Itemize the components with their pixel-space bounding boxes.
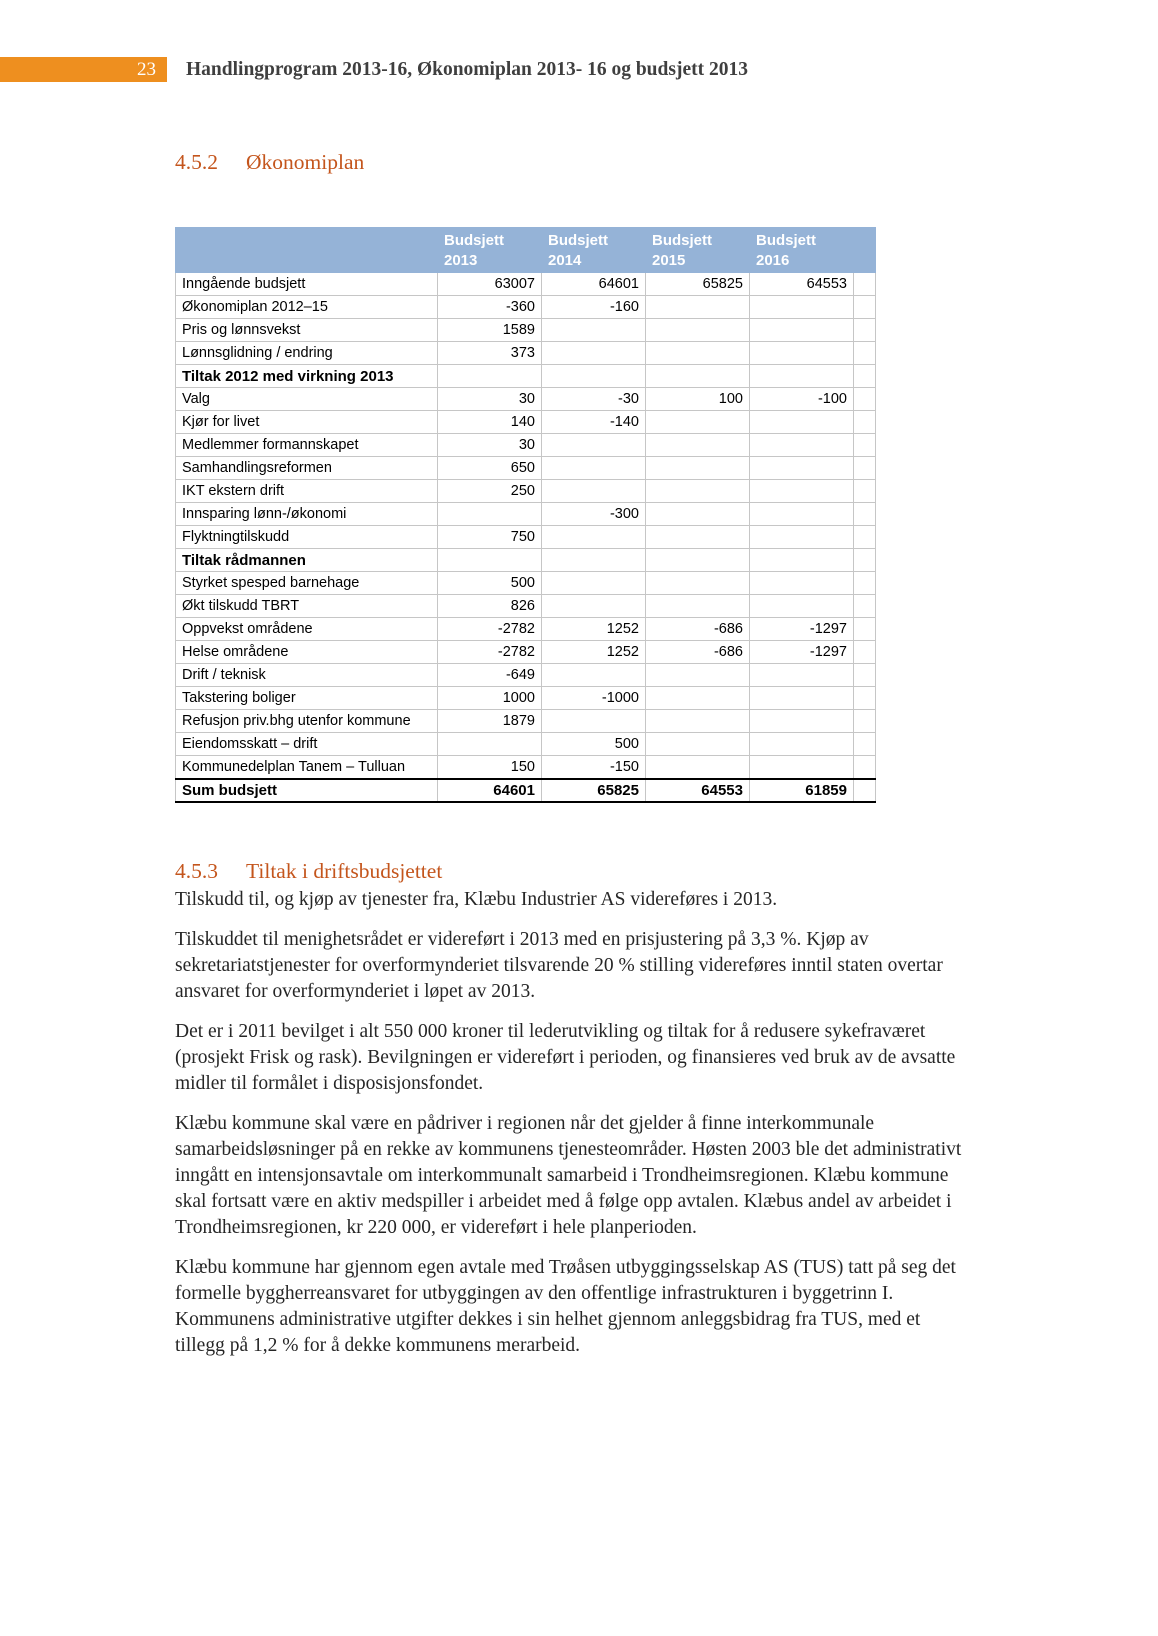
row-value <box>646 526 750 549</box>
row-value <box>646 503 750 526</box>
paragraph: Tilskudd til, og kjøp av tjenester fra, Klæbu Industrier AS videreføres i 2013. <box>175 888 778 910</box>
row-value <box>750 687 854 710</box>
row-value <box>750 457 854 480</box>
row-value <box>542 319 646 342</box>
row-value <box>438 549 542 572</box>
row-value <box>646 549 750 572</box>
row-value: 1252 <box>542 618 646 641</box>
table-row <box>176 342 876 365</box>
table-row <box>176 664 876 687</box>
row-value <box>438 503 542 526</box>
row-tail <box>854 549 876 572</box>
row-value: 1000 <box>438 687 542 710</box>
row-value: 65825 <box>542 779 646 802</box>
row-value <box>750 572 854 595</box>
row-label: Økt tilskudd TBRT <box>176 595 438 618</box>
column-header: Budsjett 2014 <box>542 228 646 273</box>
section-title: Økonomiplan <box>246 150 365 174</box>
row-tail <box>854 664 876 687</box>
table-row <box>176 618 876 641</box>
row-value <box>646 756 750 779</box>
table-row <box>176 779 876 802</box>
row-value <box>750 480 854 503</box>
page-number: 23 <box>137 58 156 80</box>
body-paragraphs <box>175 887 965 1359</box>
row-value <box>646 595 750 618</box>
paragraph: Klæbu kommune har gjennom egen avtale med Trøåsen utbyggingsselskap AS (TUS) tatt på seg det formelle byggherreansvaret for utbyggingen av den offentlige infrastrukturen i byggetrinn I. Kommunens administrative utgifter dekkes i sin helhet gjennom anleggsbidrag fra TUS, med et tillegg på 1,2 % for å dekke kommunens merarbeid. <box>175 1256 956 1356</box>
column-header: Budsjett 2015 <box>646 228 750 273</box>
table-row <box>176 733 876 756</box>
row-value: -2782 <box>438 618 542 641</box>
table-row <box>176 296 876 319</box>
row-value: 64601 <box>438 779 542 802</box>
row-label: Valg <box>176 388 438 411</box>
row-value: -1000 <box>542 687 646 710</box>
row-tail <box>854 526 876 549</box>
row-value: -1297 <box>750 641 854 664</box>
header-title: Handlingprogram 2013-16, Økonomiplan 2013- 16 og budsjett 2013 <box>186 58 748 80</box>
row-value: -360 <box>438 296 542 319</box>
row-label: Tiltak rådmannen <box>176 549 438 572</box>
table-row <box>176 480 876 503</box>
row-value <box>542 457 646 480</box>
row-value <box>646 572 750 595</box>
row-value <box>542 549 646 572</box>
row-label: Sum budsjett <box>176 779 438 802</box>
row-value <box>750 365 854 388</box>
section-number: 4.5.2 <box>175 150 218 174</box>
row-value: 63007 <box>438 273 542 296</box>
row-label: Oppvekst områdene <box>176 618 438 641</box>
table-row <box>176 388 876 411</box>
row-tail <box>854 572 876 595</box>
table-row <box>176 572 876 595</box>
row-value: -649 <box>438 664 542 687</box>
row-tail <box>854 503 876 526</box>
row-label: Kjør for livet <box>176 411 438 434</box>
paragraph: Klæbu kommune skal være en pådriver i regionen når det gjelder å finne interkommunale samarbeidsløsninger på en rekke av kommunens tjenesteområder. Høsten 2003 ble det administrativt inngått en intensjonsavtale om interkommunalt samarbeid i Trondheimsregionen. Klæbu kommune skal fortsatt være en aktiv medspiller i arbeidet med å følge opp avtalen. Klæbus andel av arbeidet i Trondheimsregionen, kr 220 000, er videreført i hele planperioden. <box>175 1112 962 1238</box>
row-value: -100 <box>750 388 854 411</box>
row-value <box>646 319 750 342</box>
row-value <box>646 342 750 365</box>
row-label: Pris og lønnsvekst <box>176 319 438 342</box>
row-tail <box>854 342 876 365</box>
row-tail <box>854 411 876 434</box>
row-tail <box>854 480 876 503</box>
row-value: 500 <box>542 733 646 756</box>
row-value <box>646 434 750 457</box>
row-label: Lønnsglidning / endring <box>176 342 438 365</box>
row-value: 30 <box>438 434 542 457</box>
row-label: Takstering boliger <box>176 687 438 710</box>
row-value: -2782 <box>438 641 542 664</box>
row-label: Refusjon priv.bhg utenfor kommune <box>176 710 438 733</box>
row-value: 64553 <box>750 273 854 296</box>
row-tail <box>854 273 876 296</box>
row-tail <box>854 595 876 618</box>
row-tail <box>854 641 876 664</box>
row-value <box>750 503 854 526</box>
section-heading-453 <box>175 859 965 884</box>
row-value <box>646 457 750 480</box>
row-value <box>750 434 854 457</box>
row-value: 150 <box>438 756 542 779</box>
row-value <box>542 572 646 595</box>
row-value: 826 <box>438 595 542 618</box>
row-value <box>750 549 854 572</box>
row-tail <box>854 434 876 457</box>
row-value: 64601 <box>542 273 646 296</box>
row-value: 140 <box>438 411 542 434</box>
row-value <box>646 687 750 710</box>
row-value: -30 <box>542 388 646 411</box>
row-value <box>750 710 854 733</box>
row-value: 100 <box>646 388 750 411</box>
table-row <box>176 595 876 618</box>
row-label: Styrket spesped barnehage <box>176 572 438 595</box>
row-label: Innsparing lønn-/økonomi <box>176 503 438 526</box>
page-number-badge <box>0 57 167 82</box>
row-value <box>438 733 542 756</box>
row-label: Medlemmer formannskapet <box>176 434 438 457</box>
row-value: 750 <box>438 526 542 549</box>
row-value <box>646 733 750 756</box>
row-tail <box>854 457 876 480</box>
budget-table-head <box>176 228 876 273</box>
row-value <box>750 296 854 319</box>
row-value <box>542 365 646 388</box>
row-tail <box>854 779 876 802</box>
row-value: -300 <box>542 503 646 526</box>
row-value <box>750 411 854 434</box>
content <box>175 150 965 1359</box>
row-value <box>750 319 854 342</box>
row-tail <box>854 388 876 411</box>
row-label: Flyktningtilskudd <box>176 526 438 549</box>
row-value <box>750 733 854 756</box>
table-row <box>176 756 876 779</box>
row-value: -686 <box>646 618 750 641</box>
row-tail <box>854 365 876 388</box>
section-number: 4.5.3 <box>175 858 218 883</box>
column-header: Budsjett 2013 <box>438 228 542 273</box>
row-label: Kommunedelplan Tanem – Tulluan <box>176 756 438 779</box>
section-heading-452 <box>175 150 965 175</box>
row-value <box>750 595 854 618</box>
budget-table <box>175 227 876 803</box>
paragraph: Tilskuddet til menighetsrådet er videreført i 2013 med en prisjustering på 3,3 %. Kjøp av sekretariatstjenester for overformynderiet tilsvarende 20 % stilling videreføres inntil staten overtar ansvaret for overformynderiet i løpet av 2013. <box>175 928 943 1002</box>
row-value <box>646 411 750 434</box>
table-row <box>176 549 876 572</box>
row-value: -686 <box>646 641 750 664</box>
row-value: 500 <box>438 572 542 595</box>
table-row <box>176 687 876 710</box>
table-row <box>176 710 876 733</box>
row-label: Eiendomsskatt – drift <box>176 733 438 756</box>
row-value <box>542 434 646 457</box>
row-value <box>646 480 750 503</box>
table-row <box>176 526 876 549</box>
table-row <box>176 319 876 342</box>
budget-table-header-row <box>176 228 876 273</box>
row-value: 373 <box>438 342 542 365</box>
row-value: 61859 <box>750 779 854 802</box>
row-value: 30 <box>438 388 542 411</box>
column-header-empty <box>176 228 438 273</box>
row-value: 250 <box>438 480 542 503</box>
table-row <box>176 411 876 434</box>
row-tail <box>854 296 876 319</box>
row-value <box>542 710 646 733</box>
row-value <box>750 664 854 687</box>
column-header: Budsjett 2016 <box>750 228 854 273</box>
row-label: IKT ekstern drift <box>176 480 438 503</box>
row-value: -1297 <box>750 618 854 641</box>
row-value: -160 <box>542 296 646 319</box>
row-value <box>542 526 646 549</box>
row-value <box>646 710 750 733</box>
row-value: -150 <box>542 756 646 779</box>
row-tail <box>854 618 876 641</box>
table-row <box>176 365 876 388</box>
row-label: Drift / teknisk <box>176 664 438 687</box>
row-value <box>750 526 854 549</box>
row-tail <box>854 319 876 342</box>
row-label: Økonomiplan 2012–15 <box>176 296 438 319</box>
row-value <box>646 365 750 388</box>
budget-table-body <box>176 273 876 802</box>
row-value <box>542 480 646 503</box>
row-value: 65825 <box>646 273 750 296</box>
row-value <box>542 595 646 618</box>
table-row <box>176 434 876 457</box>
row-value: 1589 <box>438 319 542 342</box>
section-title: Tiltak i driftsbudsjettet <box>246 858 443 883</box>
row-value <box>750 756 854 779</box>
column-header-empty <box>854 228 876 273</box>
row-value: 650 <box>438 457 542 480</box>
table-row <box>176 273 876 296</box>
row-value <box>438 365 542 388</box>
table-row <box>176 641 876 664</box>
paragraph: Det er i 2011 bevilget i alt 550 000 kroner til lederutvikling og tiltak for å redusere sykefraværet (prosjekt Frisk og rask). Bevilgningen er videreført i perioden, og finansieres ved bruk av de avsatte midler til formålet i disposisjonsfondet. <box>175 1020 956 1094</box>
row-tail <box>854 756 876 779</box>
row-label: Helse områdene <box>176 641 438 664</box>
row-value: -140 <box>542 411 646 434</box>
row-value: 1879 <box>438 710 542 733</box>
table-row <box>176 457 876 480</box>
row-value: 1252 <box>542 641 646 664</box>
table-row <box>176 503 876 526</box>
row-value <box>542 664 646 687</box>
row-label: Tiltak 2012 med virkning 2013 <box>176 365 438 388</box>
row-value <box>750 342 854 365</box>
row-value: 64553 <box>646 779 750 802</box>
row-label: Inngående budsjett <box>176 273 438 296</box>
row-value <box>542 342 646 365</box>
row-label: Samhandlingsreformen <box>176 457 438 480</box>
row-value <box>646 296 750 319</box>
row-value <box>646 664 750 687</box>
page-header <box>0 57 1158 83</box>
row-tail <box>854 710 876 733</box>
row-tail <box>854 687 876 710</box>
row-tail <box>854 733 876 756</box>
